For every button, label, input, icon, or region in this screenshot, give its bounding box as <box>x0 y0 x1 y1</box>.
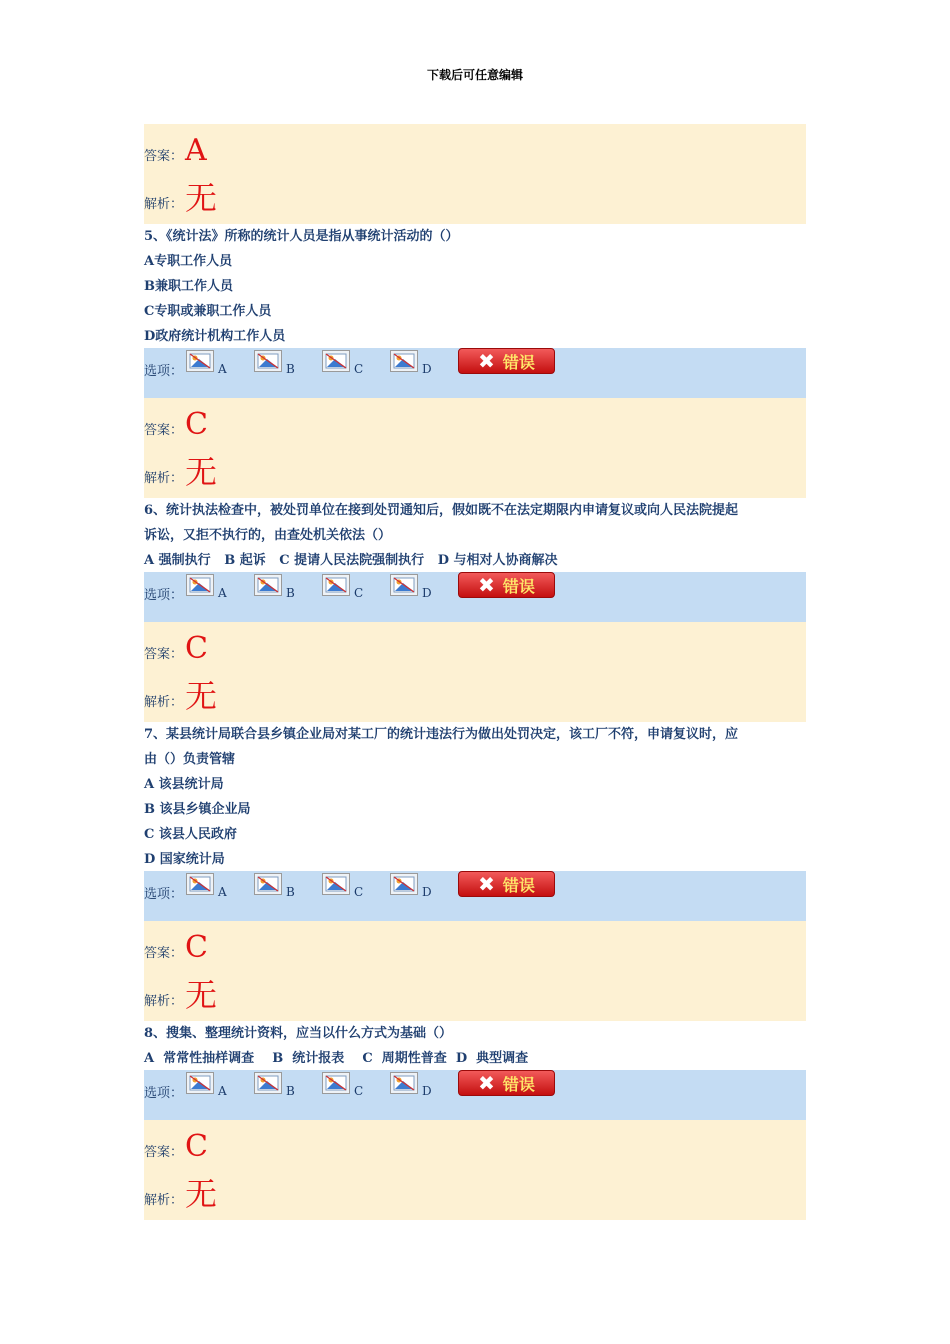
option-letter: A <box>218 586 227 600</box>
option-letter: C <box>354 1084 364 1098</box>
options-label: 选项： <box>144 887 184 902</box>
error-label: 错误 <box>502 1074 535 1094</box>
question-6 <box>144 498 806 573</box>
close-icon: ✖ <box>478 349 495 373</box>
option-a-choice[interactable] <box>186 574 226 602</box>
explanation-value: 无 <box>185 453 218 491</box>
error-button[interactable] <box>458 348 555 374</box>
error-label: 错误 <box>502 576 535 596</box>
option-a: A专职工作人员 <box>144 254 233 269</box>
answer-label: 答案： <box>144 1145 184 1160</box>
broken-image-icon <box>186 873 214 895</box>
answer-label: 答案： <box>144 149 184 164</box>
option-letter: C <box>354 362 364 376</box>
broken-image-icon <box>254 350 282 372</box>
option-b: B兼职工作人员 <box>144 279 233 294</box>
option-c: C 该县人民政府 <box>144 827 237 842</box>
option-d-choice[interactable] <box>390 873 430 901</box>
option-c-choice[interactable] <box>322 873 362 901</box>
option-d-choice[interactable] <box>390 574 430 602</box>
broken-image-icon <box>254 574 282 596</box>
broken-image-icon <box>186 1072 214 1094</box>
option-b-choice[interactable] <box>254 1072 294 1100</box>
option-a-choice[interactable] <box>186 873 226 901</box>
explanation-value: 无 <box>185 677 218 715</box>
explanation-value: 无 <box>185 976 218 1014</box>
option-letter: A <box>218 1084 227 1098</box>
broken-image-icon <box>390 873 418 895</box>
option-letter: B <box>286 1084 295 1098</box>
answer-block <box>144 1120 806 1220</box>
broken-image-icon <box>322 1072 350 1094</box>
explanation-label: 解析： <box>144 695 184 710</box>
option-a-choice[interactable] <box>186 1072 226 1100</box>
question-8 <box>144 1021 806 1071</box>
options-bar <box>144 1070 806 1120</box>
option-letter: C <box>354 885 364 899</box>
option-c-choice[interactable] <box>322 350 362 378</box>
close-icon: ✖ <box>478 872 495 896</box>
question-text-line-2: 诉讼，又拒不执行的，由查处机关依法（） <box>144 528 392 543</box>
explanation-value: 无 <box>185 179 218 217</box>
error-button[interactable] <box>458 572 555 598</box>
close-icon: ✖ <box>478 1071 495 1095</box>
options-line: A 常常性抽样调查 B 统计报表 C 周期性普查 D 典型调查 <box>144 1051 529 1066</box>
options-bar <box>144 572 806 622</box>
option-letter: D <box>422 885 432 899</box>
answer-label: 答案： <box>144 423 184 438</box>
option-letter: C <box>354 586 364 600</box>
question-5 <box>144 224 806 349</box>
option-d: D政府统计机构工作人员 <box>144 329 286 344</box>
option-letter: B <box>286 586 295 600</box>
option-b-choice[interactable] <box>254 574 294 602</box>
options-label: 选项： <box>144 364 184 379</box>
question-text-line-2: 由（）负责管辖 <box>144 752 236 767</box>
option-d-choice[interactable] <box>390 1072 430 1100</box>
question-text-line-1: 7、某县统计局联合县乡镇企业局对某工厂的统计违法行为做出处罚决定，该工厂不符，申请复议时，应 <box>144 727 739 742</box>
question-text: 8、搜集、整理统计资料，应当以什么方式为基础（） <box>144 1026 453 1041</box>
answer-label: 答案： <box>144 647 184 662</box>
question-text: 5、《统计法》所称的统计人员是指从事统计活动的（） <box>144 229 459 244</box>
broken-image-icon <box>322 350 350 372</box>
broken-image-icon <box>322 873 350 895</box>
broken-image-icon <box>322 574 350 596</box>
option-letter: A <box>218 885 227 899</box>
option-letter: D <box>422 1084 432 1098</box>
options-label: 选项： <box>144 1086 184 1101</box>
error-button[interactable] <box>458 871 555 897</box>
option-c-choice[interactable] <box>322 1072 362 1100</box>
option-b: B 该县乡镇企业局 <box>144 802 251 817</box>
close-icon: ✖ <box>478 573 495 597</box>
question-7 <box>144 722 806 872</box>
option-a: A 该县统计局 <box>144 777 224 792</box>
options-line: A 强制执行 B 起诉 C 提请人民法院强制执行 D 与相对人协商解决 <box>144 553 558 568</box>
answer-value: C <box>185 407 208 442</box>
options-bar <box>144 871 806 921</box>
option-b-choice[interactable] <box>254 350 294 378</box>
broken-image-icon <box>186 574 214 596</box>
option-letter: D <box>422 586 432 600</box>
explanation-value: 无 <box>185 1175 218 1213</box>
option-letter: B <box>286 362 295 376</box>
page-header: 下载后可任意编辑 <box>426 68 523 82</box>
explanation-label: 解析： <box>144 197 184 212</box>
explanation-label: 解析： <box>144 1193 184 1208</box>
option-letter: B <box>286 885 295 899</box>
explanation-label: 解析： <box>144 994 184 1009</box>
broken-image-icon <box>390 574 418 596</box>
error-label: 错误 <box>502 875 535 895</box>
option-letter: D <box>422 362 432 376</box>
option-letter: A <box>218 362 227 376</box>
answer-value: C <box>185 930 208 965</box>
option-c-choice[interactable] <box>322 574 362 602</box>
option-c: C专职或兼职工作人员 <box>144 304 272 319</box>
answer-block <box>144 622 806 722</box>
option-b-choice[interactable] <box>254 873 294 901</box>
option-d-choice[interactable] <box>390 350 430 378</box>
explanation-label: 解析： <box>144 471 184 486</box>
error-button[interactable] <box>458 1070 555 1096</box>
option-a-choice[interactable] <box>186 350 226 378</box>
options-label: 选项： <box>144 588 184 603</box>
broken-image-icon <box>390 1072 418 1094</box>
broken-image-icon <box>254 1072 282 1094</box>
question-text-line-1: 6、统计执法检查中，被处罚单位在接到处罚通知后，假如既不在法定期限内申请复议或向人民法院提起 <box>144 503 739 518</box>
answer-value: A <box>185 133 207 168</box>
answer-value: C <box>185 1129 208 1164</box>
broken-image-icon <box>254 873 282 895</box>
broken-image-icon <box>390 350 418 372</box>
broken-image-icon <box>186 350 214 372</box>
options-bar <box>144 348 806 398</box>
answer-block <box>144 398 806 498</box>
answer-block <box>144 921 806 1021</box>
answer-value: C <box>185 631 208 666</box>
option-d: D 国家统计局 <box>144 852 225 867</box>
answer-label: 答案： <box>144 946 184 961</box>
error-label: 错误 <box>502 352 535 372</box>
answer-block <box>144 124 806 224</box>
